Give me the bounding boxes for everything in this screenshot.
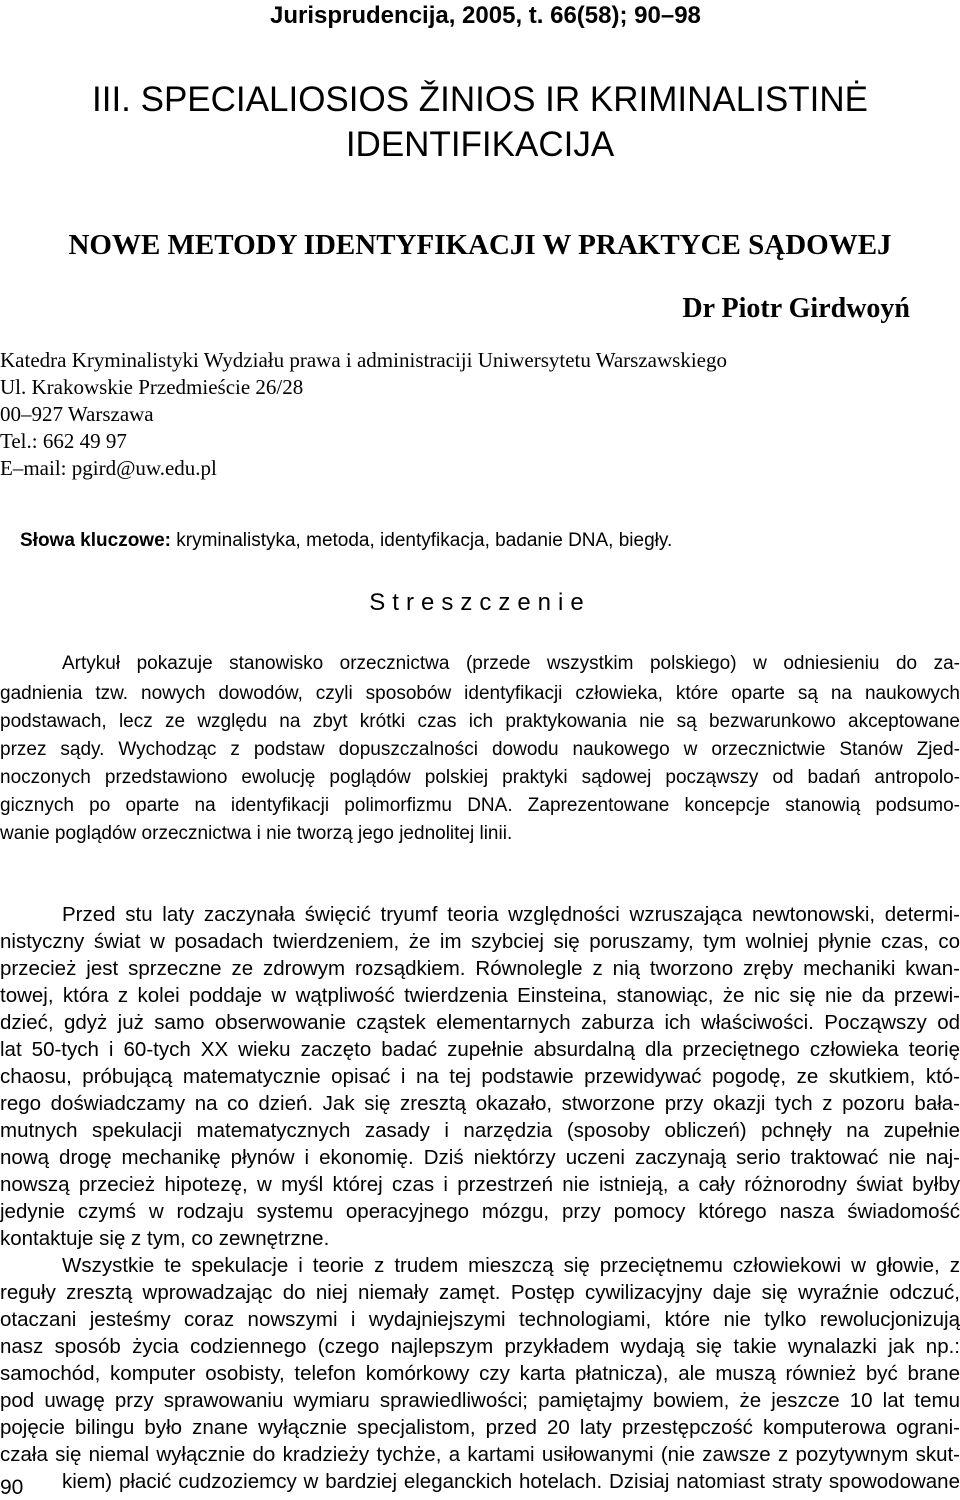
abstract-line: gadnienia tzw. nowych dowodów, czyli sposobów identyfikacji człowieka, które oparte są na naukowych: [0, 683, 960, 704]
body-line: kiem) płacić cudzoziemcy w bardziej eleganckich hotelach. Dzisiaj natomiast straty spowodowane: [62, 1470, 960, 1493]
abstract-line: przez sądy. Wychodząc z podstaw dopuszczalności dowodu naukowego w orzecznictwie Stanów Zjed-: [0, 739, 960, 760]
page-number: 90: [0, 1476, 24, 1499]
keywords-list: kryminalistyka, metoda, identyfikacja, badanie DNA, biegły.: [170, 530, 673, 551]
body-line: dzieć, gdyż już samo obserwowanie cząstek elementarnych zaburza ich właściwości. Począwszy od: [0, 1011, 960, 1034]
body-line: mutnych spekulacji matematycznych zasady i narzędzia (sposoby obliczeń) pchnęły na zupełnie: [0, 1119, 960, 1142]
abstract-heading: Streszczenie: [369, 589, 591, 616]
body-line: towej, która z kolei poddaje w wątpliwość twierdzenia Einsteina, stanowiąc, że nic się nie da przewi-: [0, 984, 960, 1007]
body-line: otaczani jesteśmy coraz nowszymi i wydajniejszymi technologiami, które nie tylko rewolucjonizują: [0, 1308, 960, 1331]
body-line: pojęcie bilingu było znane wyłącznie specjalistom, przed 20 laty przestępczość komputerowa ograni-: [0, 1416, 960, 1439]
body-line: chaosu, próbującą matematycznie opisać i na tej podstawie przewidywać pogodę, ze skutkiem, któ-: [0, 1065, 960, 1088]
abstract-line: gicznych po oparte na identyfikacji polimorfizmu DNA. Zaprezentowane koncepcje stanowią podsumo-: [0, 795, 960, 816]
body-line: Wszystkie te spekulacje i teorie z trudem mieszczą się przeciętnemu człowiekowi w głowie, z: [62, 1254, 960, 1277]
author-name: Dr Piotr Girdwoyń: [682, 293, 910, 324]
body-line: czała się niemal wyłącznie do kradzieży tychże, a kartami usiłowanymi (nie zawsze z pozytywnym skut-: [0, 1443, 960, 1466]
body-line: reguły zresztą wprowadzając do niej niemały zamęt. Postęp cywilizacyjny daje się wyraźnie odczuć,: [0, 1281, 960, 1304]
body-line: rego doświadczamy na co dzień. Jak się zresztą okazało, stworzone przy okazji tych z pozoru bała-: [0, 1092, 960, 1115]
section-title-line-2: IDENTIFIKACIJA: [345, 125, 615, 164]
keywords-label: Słowa kluczowe:: [20, 530, 171, 551]
body-line: Przed stu laty zaczynała święcić tryumf teoria względności wzruszająca newtonowski, determi-: [62, 903, 960, 926]
section-title-line-1: III. SPECIALIOSIOS ŽINIOS IR KRIMINALISTINĖ: [92, 80, 868, 119]
affiliation-line: Ul. Krakowskie Przedmieście 26/28: [0, 375, 304, 399]
article-title: NOWE METODY IDENTYFIKACJI W PRAKTYCE SĄDOWEJ: [68, 229, 892, 261]
body-line: nową drogę mechanikę płynów i ekonomię. Dziś niektórzy uczeni zaczynają serio traktować nie naj-: [0, 1146, 960, 1169]
body-line: samochód, komputer osobisty, telefon komórkowy czy karta płatnicza), ale muszą również być brane: [0, 1362, 960, 1385]
affiliation-line: 00–927 Warszawa: [0, 402, 154, 426]
keywords: [20, 530, 672, 552]
abstract-line: Artykuł pokazuje stanowisko orzecznictwa (przede wszystkim polskiego) w odniesieniu do za-: [62, 653, 960, 674]
body-line: kontaktuje się z tym, co zewnętrzne.: [0, 1227, 330, 1250]
body-line: nowszą przecież hipotezę, w myśl której czas i przestrzeń nie istnieją, a cały różnorodny świat byłby: [0, 1173, 960, 1196]
body-line: pod uwagę przy sprawowaniu wymiaru sprawiedliwości; pamiętajmy bowiem, że jeszcze 10 lat temu: [0, 1389, 960, 1412]
body-line: nasz sposób życia codziennego (czego najlepszym przykładem wydają się takie wynalazki jak np.:: [0, 1335, 960, 1358]
abstract-line: podstawach, lecz ze względu na zbyt krótki czas ich praktykowania nie są bezwarunkowo akceptowane: [0, 711, 960, 732]
body-line: przecież jest sprzeczne ze zdrowym rozsądkiem. Równolegle z nią tworzono zręby mechaniki kwan-: [0, 957, 960, 980]
body-line: jedynie czymś w rodzaju systemu operacyjnego mózgu, przy pomocy którego nasza świadomość: [0, 1200, 960, 1223]
affiliation-line: Tel.: 662 49 97: [0, 429, 127, 453]
email-line: E–mail: pgird@uw.edu.pl: [0, 456, 217, 480]
journal-citation: Jurisprudencija, 2005, t. 66(58); 90–98: [270, 2, 701, 29]
abstract-line: noczonych przedstawiono ewolucję poglądów polskiej praktyki sądowej począwszy od badań antropolo-: [0, 767, 960, 788]
body-line: lat 50-tych i 60-tych XX wieku zaczęto badać zupełnie absurdalną dla przeciętnego człowieka teorię: [0, 1038, 960, 1061]
affiliation-line: Katedra Kryminalistyki Wydziału prawa i administraciji Uniwersytetu Warszawskiego: [0, 348, 727, 372]
body-line: nistyczny świat w posadach twierdzeniem, że im szybciej się poruszamy, tym wolniej płynie czas, co: [0, 930, 960, 953]
abstract-line: wanie poglądów orzecznictwa i nie tworzą jego jednolitej linii.: [0, 823, 513, 844]
